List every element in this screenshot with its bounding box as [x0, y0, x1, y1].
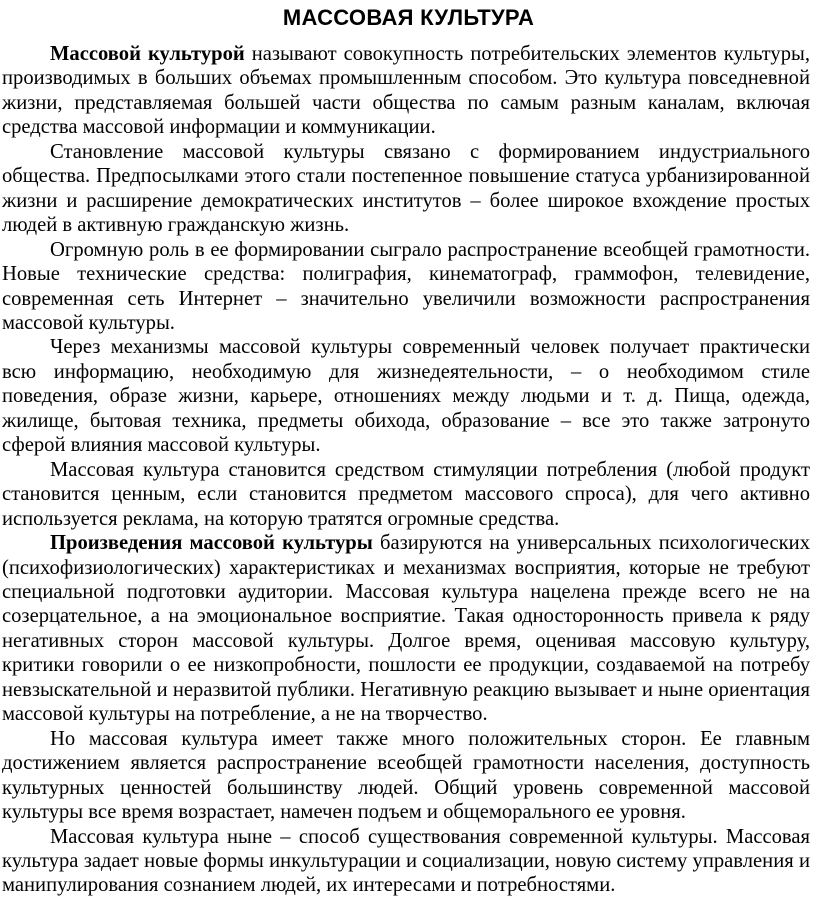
paragraph-consumption [1, 458, 810, 531]
paragraph-text: базируются на универсальных психологических (психофизиологических) характеристиках и механизмах восприятия, которые не требуют специальной подготовки аудитории. Массовая культура нацелена прежде всего не на созерцательное, а на эмоциональное восприятие. Такая односторонность привела к ряду негативных сторон массовой культуры. Долгое время, оценивая массовую культуру, критики говорили о ее низкопробности, пошлости ее продукции, создаваемой на потребу невзыскательной и неразвитой публики. Негативную реакцию вызывает и ныне ориентация массовой культуры на потребление, а не на творчество. [2, 532, 810, 726]
paragraph-text: Становление массовой культуры связано с формированием индустриального общества. Предпосылками этого стали постепенное повышение статуса урбанизированной жизни и расширение демократических институтов – более широкое вхождение простых людей в активную гражданскую жизнь. [2, 140, 810, 237]
term-mass-culture: Массовой культурой [50, 43, 245, 65]
paragraph-definition [1, 42, 810, 140]
paragraph-text: Огромную роль в ее формировании сыграло распространение всеобщей грамотности. Новые технические средства: полиграфия, кинематограф, граммофон, телевидение, современная сеть Интернет – значительно увеличили возможности распространения массовой культуры. [2, 238, 810, 334]
term-works-of-mass-culture: Произведения массовой культуры [50, 532, 373, 555]
paragraph-works [1, 531, 810, 727]
paragraph-mechanisms [1, 335, 810, 457]
paragraph-literacy [1, 238, 810, 336]
paragraph-text: Массовая культура становится средством стимуляции потребления (любой продукт становится ценным, если становится предметом массового спроса), для чего активно используется реклама, на которую тратятся огромные средства. [2, 458, 810, 530]
paragraph-positive [1, 727, 810, 825]
paragraph-text: Но массовая культура имеет также много положительных сторон. Ее главным достижением является распространение всеобщей грамотности населения, доступность культурных ценностей большинству людей. Общий уровень современной массовой культуры все время возрастает, намечен подъем и общеморального ее уровня. [2, 727, 810, 824]
paragraph-formation [1, 140, 810, 238]
paragraph-text: называют совокупность потребительских элементов культуры, производимых в больших объемах промышленным способом. Это культура повседневной жизни, представляемая большей части общества по самым разным каналам, включая средства массовой информации и коммуникации. [2, 43, 810, 139]
page-title: МАССОВАЯ КУЛЬТУРА [282, 5, 535, 30]
paragraph-text: Массовая культура ныне – способ существования современной культуры. Массовая культура задает новые формы инкультурации и социализации, новую систему управления и манипулирования сознанием людей, их интересами и потребностями. [2, 825, 810, 897]
paragraph-conclusion [1, 825, 810, 898]
paragraph-text: Через механизмы массовой культуры современный человек получает практически всю информацию, необходимую для жизнедеятельности, – о необходимом стиле поведения, образе жизни, карьере, отношениях между людьми и т. д. Пища, одежда, жилище, бытовая техника, предметы обихода, образование – все это также затронуто сферой влияния массовой культуры. [2, 336, 810, 457]
